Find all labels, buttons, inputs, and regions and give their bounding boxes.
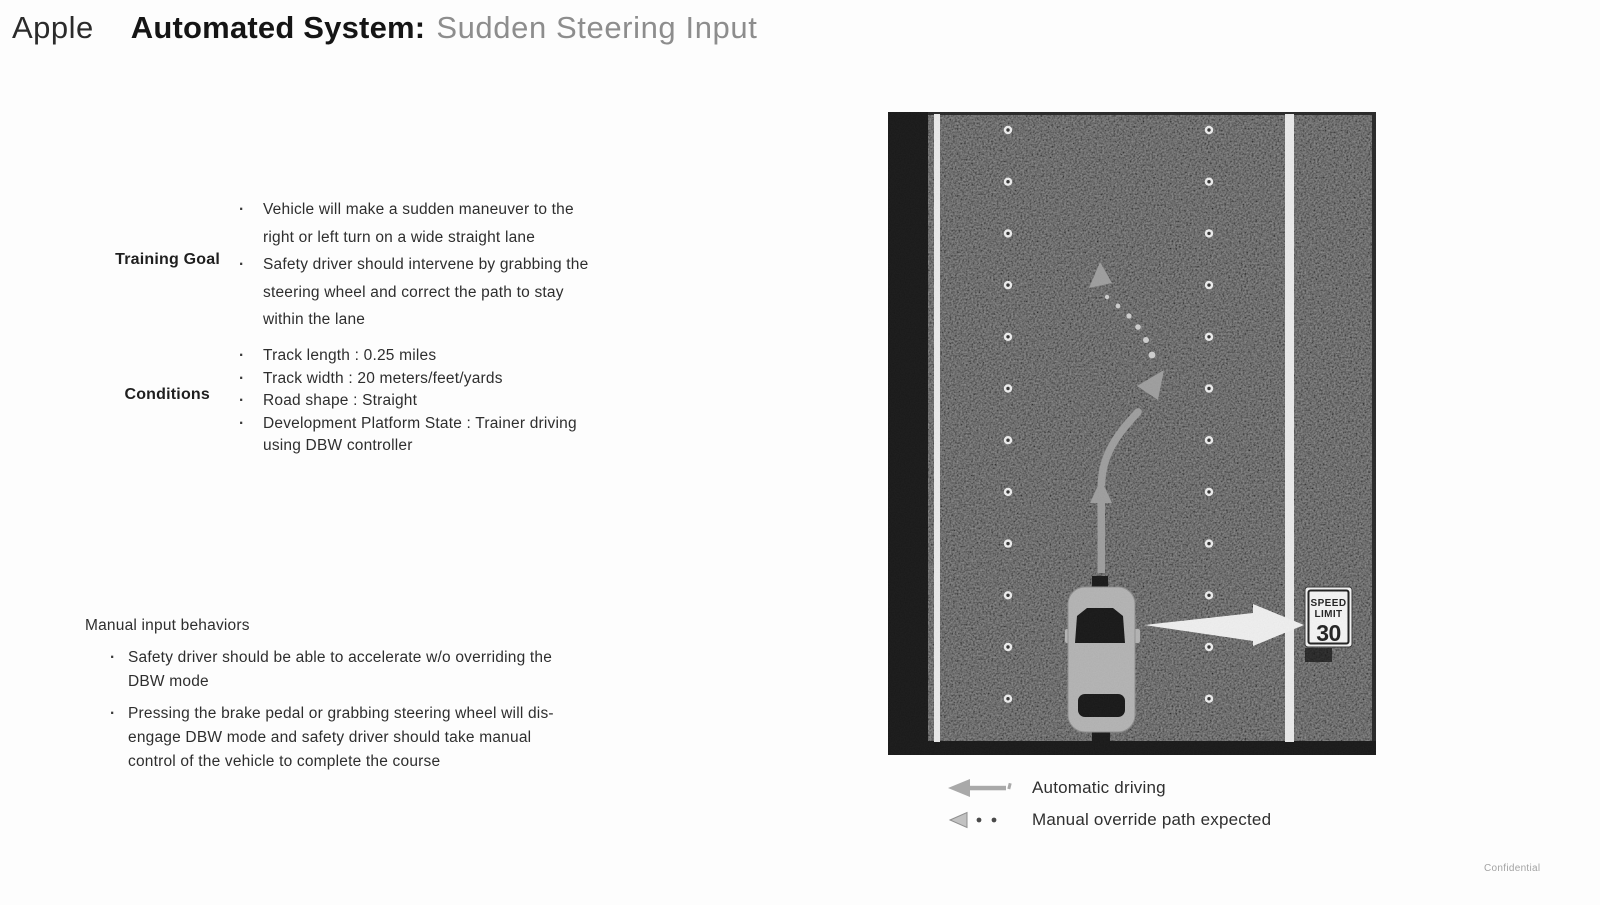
bullet-line: Road shape : Straight (263, 392, 418, 409)
legend-item-automatic (946, 776, 1271, 800)
diagram-legend (946, 776, 1271, 840)
legend-label: Manual override path expected (1032, 810, 1272, 829)
confidential-watermark: Confidential (1484, 863, 1541, 874)
title-subtitle: Sudden Steering Input (436, 10, 758, 45)
bullet-line: Safety driver should be able to accelerate w/o overriding the (128, 649, 553, 666)
bullet-item (237, 251, 657, 334)
page-title (12, 10, 757, 46)
bullet-item (237, 345, 677, 368)
bullet-line: Development Platform State : Trainer driving (263, 414, 577, 432)
sign-line2: LIMIT (1314, 609, 1343, 620)
bullet-line: right or left turn on a wide straight lane (263, 228, 536, 246)
section-label-training-goal: Training Goal (115, 251, 220, 268)
bullet-dot (237, 390, 263, 413)
bullet-line: Safety driver should intervene by grabbing the (263, 256, 589, 273)
bullet-line: Track width : 20 meters/feet/yards (263, 369, 503, 387)
bullet-item (108, 646, 648, 694)
automatic-driving-arrow-icon (946, 776, 1016, 800)
bullet-item (237, 196, 657, 251)
bullet-item (237, 413, 677, 458)
bullet-dot (108, 646, 128, 694)
brand-text: Apple (12, 10, 94, 45)
bullet-line: steering wheel and correct the path to stay (263, 283, 564, 301)
bullet-dot (237, 413, 263, 458)
bullet-item (237, 368, 677, 391)
bullet-dot (108, 702, 128, 774)
bullet-line: Track length : 0.25 miles (263, 347, 437, 364)
conditions-list (237, 345, 677, 458)
sign-value: 30 (1316, 620, 1341, 646)
legend-item-manual-override (946, 808, 1271, 832)
bullet-line: engage DBW mode and safety driver should take manual (128, 729, 532, 746)
bullet-line: using DBW controller (263, 437, 413, 454)
bullet-line: control of the vehicle to complete the course (128, 753, 441, 770)
manual-input-heading: Manual input behaviors (85, 617, 250, 634)
title-strong: Automated System: (130, 10, 426, 45)
bullet-dot (237, 196, 263, 251)
sign-line1: SPEED (1310, 598, 1347, 609)
bullet-dot (237, 345, 263, 368)
bullet-line: within the lane (263, 311, 366, 328)
road-diagram (888, 112, 1376, 755)
legend-label: Automatic driving (1032, 778, 1166, 797)
bullet-dot (237, 251, 263, 334)
manual-input-list (108, 646, 648, 782)
bullet-item (237, 390, 677, 413)
training-goal-list (237, 196, 657, 334)
scan-grain-overlay (888, 112, 1376, 755)
bullet-item (108, 702, 648, 774)
manual-override-arrow-icon (946, 808, 1016, 832)
bullet-line: Vehicle will make a sudden maneuver to the (263, 201, 574, 218)
bullet-line: Pressing the brake pedal or grabbing steering wheel will dis- (128, 705, 554, 722)
bullet-dot (237, 368, 263, 391)
section-label-conditions: Conditions (124, 386, 210, 403)
bullet-line: DBW mode (128, 673, 209, 690)
